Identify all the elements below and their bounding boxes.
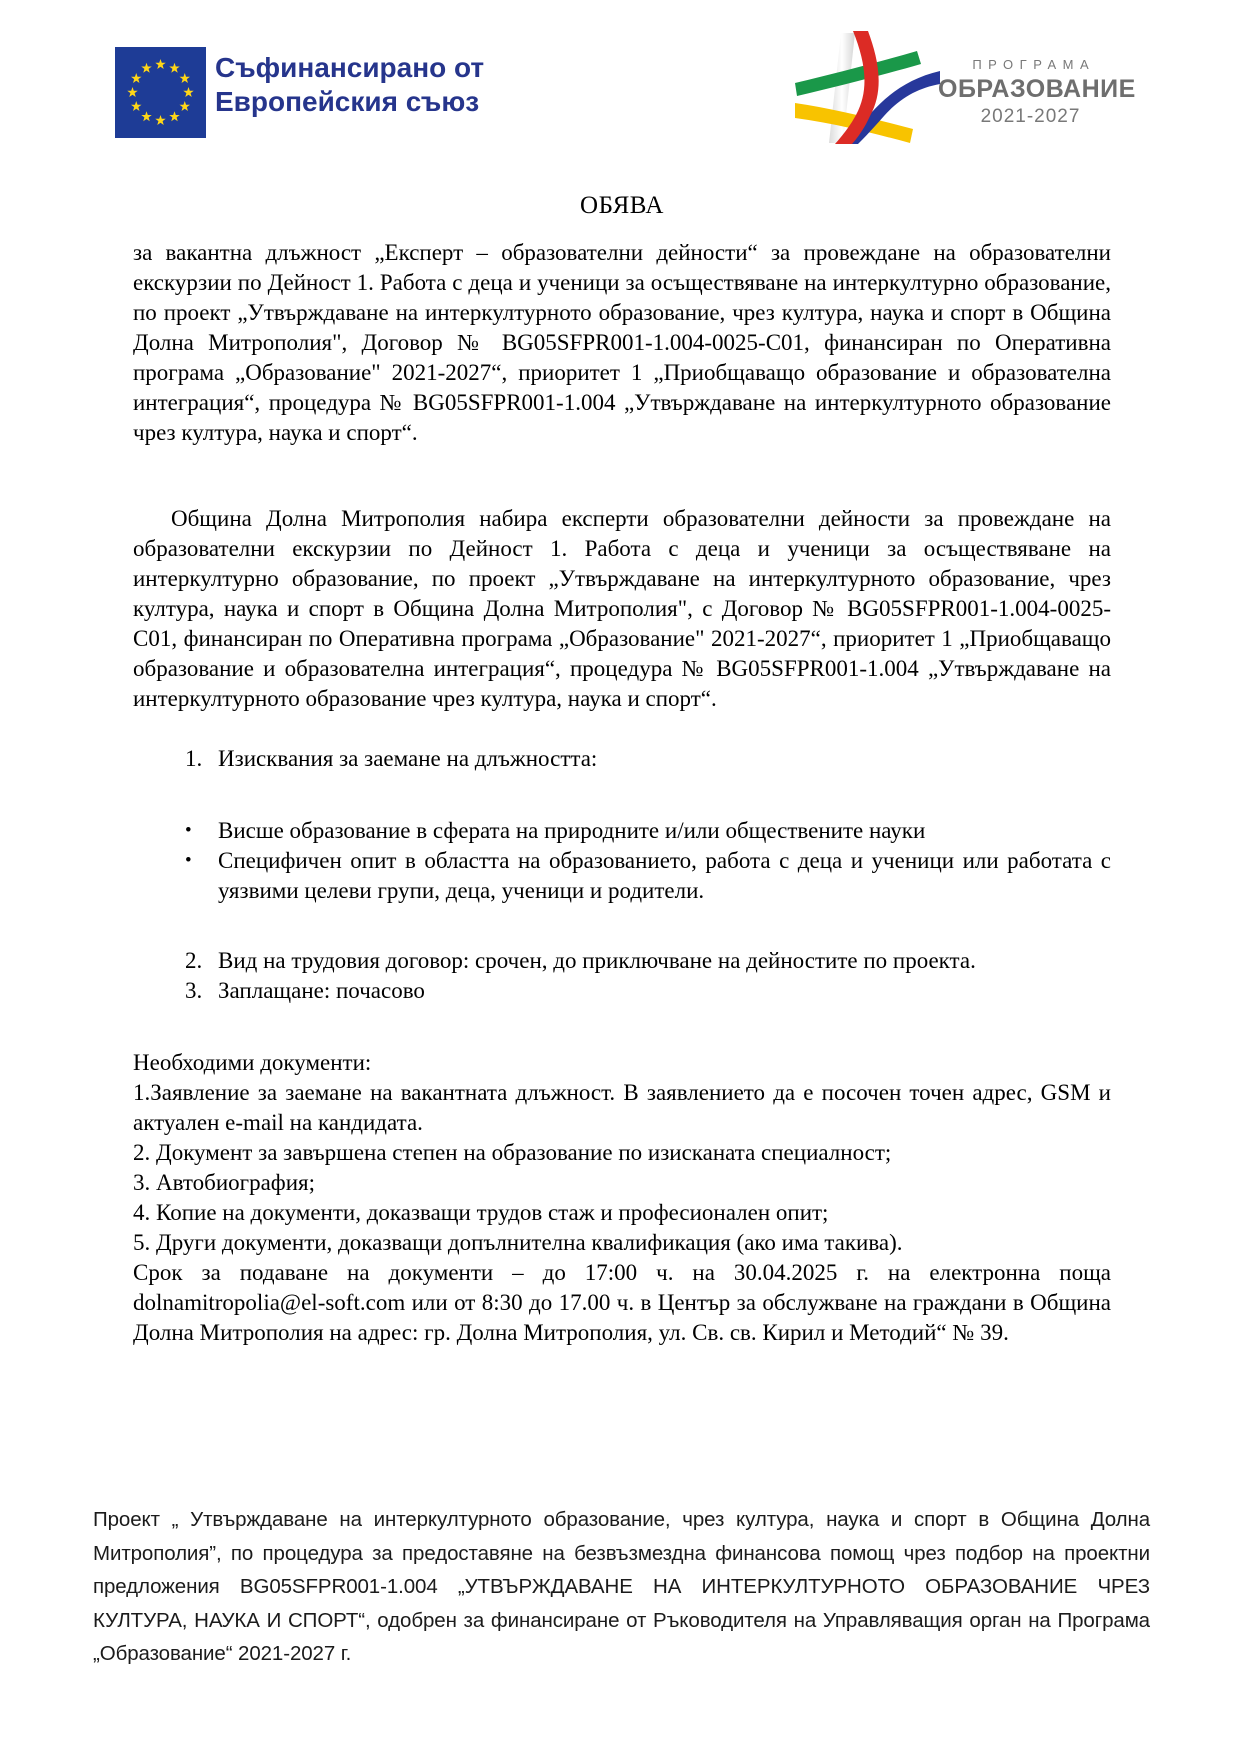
program-logo-text — [938, 57, 1136, 128]
program-label: ПРОГРАМА — [972, 57, 1096, 72]
page-title: ОБЯВА — [580, 192, 664, 219]
requirements-heading-row — [133, 744, 1111, 774]
document-requirement: 1.Заявление за заемане на вакантната длъжност. В заявлението да е посочен точен адрес, GSM и актуален e-mail на кандидата. — [133, 1080, 1111, 1135]
program-education-ribbons-icon — [795, 31, 940, 145]
requirements-heading: Изисквания за заемане на длъжността: — [218, 746, 598, 771]
vacancy-paragraph: за вакантна длъжност „Експерт – образователни дейности“ за провеждане на образователни екскурзии по Дейност 1. Работа с деца и ученици за осъществяване на интеркултурно образование, по проект „Утвърждаване на интеркултурното образование, чрез култура, наука и спорт в Община Долна Митрополия", Договор № BG05SFPR001-1.004-0025-C01, финансиран по Оперативна програма „Образование" 2021-2027“, приоритет 1 „Приобщаващо образование и образователна интеграция“, процедура № BG05SFPR001-1.004 „Утвърждаване на интеркултурното образование чрез култура, наука и спорт“. — [133, 240, 1111, 445]
term-text: Заплащане: почасово — [218, 978, 425, 1003]
bullet-icon: • — [185, 820, 192, 841]
term-number: 2. — [185, 948, 203, 973]
bullet-text: Висше образование в сферата на природните и/или обществените науки — [218, 818, 926, 843]
requirements-bullets — [133, 816, 1111, 906]
eu-cofunded-line1: Съфинансирано от — [215, 52, 485, 83]
project-footer-paragraph: Проект „ Утвърждаване на интеркултурното образование, чрез култура, наука и спорт в Община Долна Митрополия”, по процедура за предоставяне на безвъзмездна финансова помощ чрез подбор на проектни предложения BG05SFPR001-1.004 „УТВЪРЖДАВАНЕ НА ИНТЕРКУЛТУРНОТО ОБРАЗОВАНИЕ ЧРЕЗ КУЛТУРА, НАУКА И СПОРТ“, одобрен за финансиране от Ръководителя на Управляващия орган на Програма „Образование“ 2021-2027 г. — [93, 1508, 1150, 1665]
municipality-paragraph: Община Долна Митрополия набира експерти образователни дейности за провеждане на образователни екскурзии по Дейност 1. Работа с деца и ученици за осъществяване на интеркултурно образование, по проект „Утвърждаване на интеркултурното образование, чрез култура, наука и спорт в Община Долна Митрополия", с Договор № BG05SFPR001-1.004-0025-C01, финансиран по Оперативна програма „Образование" 2021-2027“, приоритет 1 „Приобщаващо образование и образователна интеграция“, процедура № BG05SFPR001-1.004 „Утвърждаване на интеркултурното образование чрез култура, наука и спорт“. — [133, 506, 1111, 711]
document-requirement: 5. Други документи, доказващи допълнителна квалификация (ако има такива). — [133, 1230, 903, 1255]
term-number: 3. — [185, 978, 203, 1003]
bullet-icon: • — [185, 850, 192, 871]
list-item — [133, 946, 1111, 976]
submission-deadline-paragraph: Срок за подаване на документи – до 17:00 ч. на 30.04.2025 г. на електронна поща dolnamitropolia@el-soft.com или от 8:30 до 17.00 ч. в Център за обслужване на граждани в Община Долна Митрополия на адрес: гр. Долна Митрополия, ул. Св. св. Кирил и Методий“ № 39. — [133, 1260, 1111, 1345]
requirements-number: 1. — [185, 746, 203, 771]
document-body — [133, 190, 1111, 1348]
eu-flag-icon — [115, 47, 206, 138]
list-item — [133, 816, 1111, 846]
list-item — [133, 846, 1111, 906]
document-requirement: 4. Копие на документи, доказващи трудов стаж и професионален опит; — [133, 1200, 829, 1225]
term-text: Вид на трудовия договор: срочен, до приключване на дейностите по проекта. — [218, 948, 976, 973]
eu-cofunded-line2: Европейския съюз — [215, 86, 480, 117]
document-requirement: 2. Документ за завършена степен на образование по изисканата специалност; — [133, 1140, 892, 1165]
eu-cofunded-label — [215, 51, 484, 119]
document-requirement: 3. Автобиография; — [133, 1170, 315, 1195]
bullet-text: Специфичен опит в областта на образованието, работа с деца и ученици или работата с уязвими целеви групи, деца, ученици и родители. — [218, 848, 1111, 903]
list-item — [133, 976, 1111, 1006]
documents-heading: Необходими документи: — [133, 1050, 372, 1075]
program-name: ОБРАЗОВАНИЕ — [938, 75, 1136, 103]
contract-terms — [133, 946, 1111, 1006]
program-years: 2021-2027 — [980, 106, 1081, 127]
